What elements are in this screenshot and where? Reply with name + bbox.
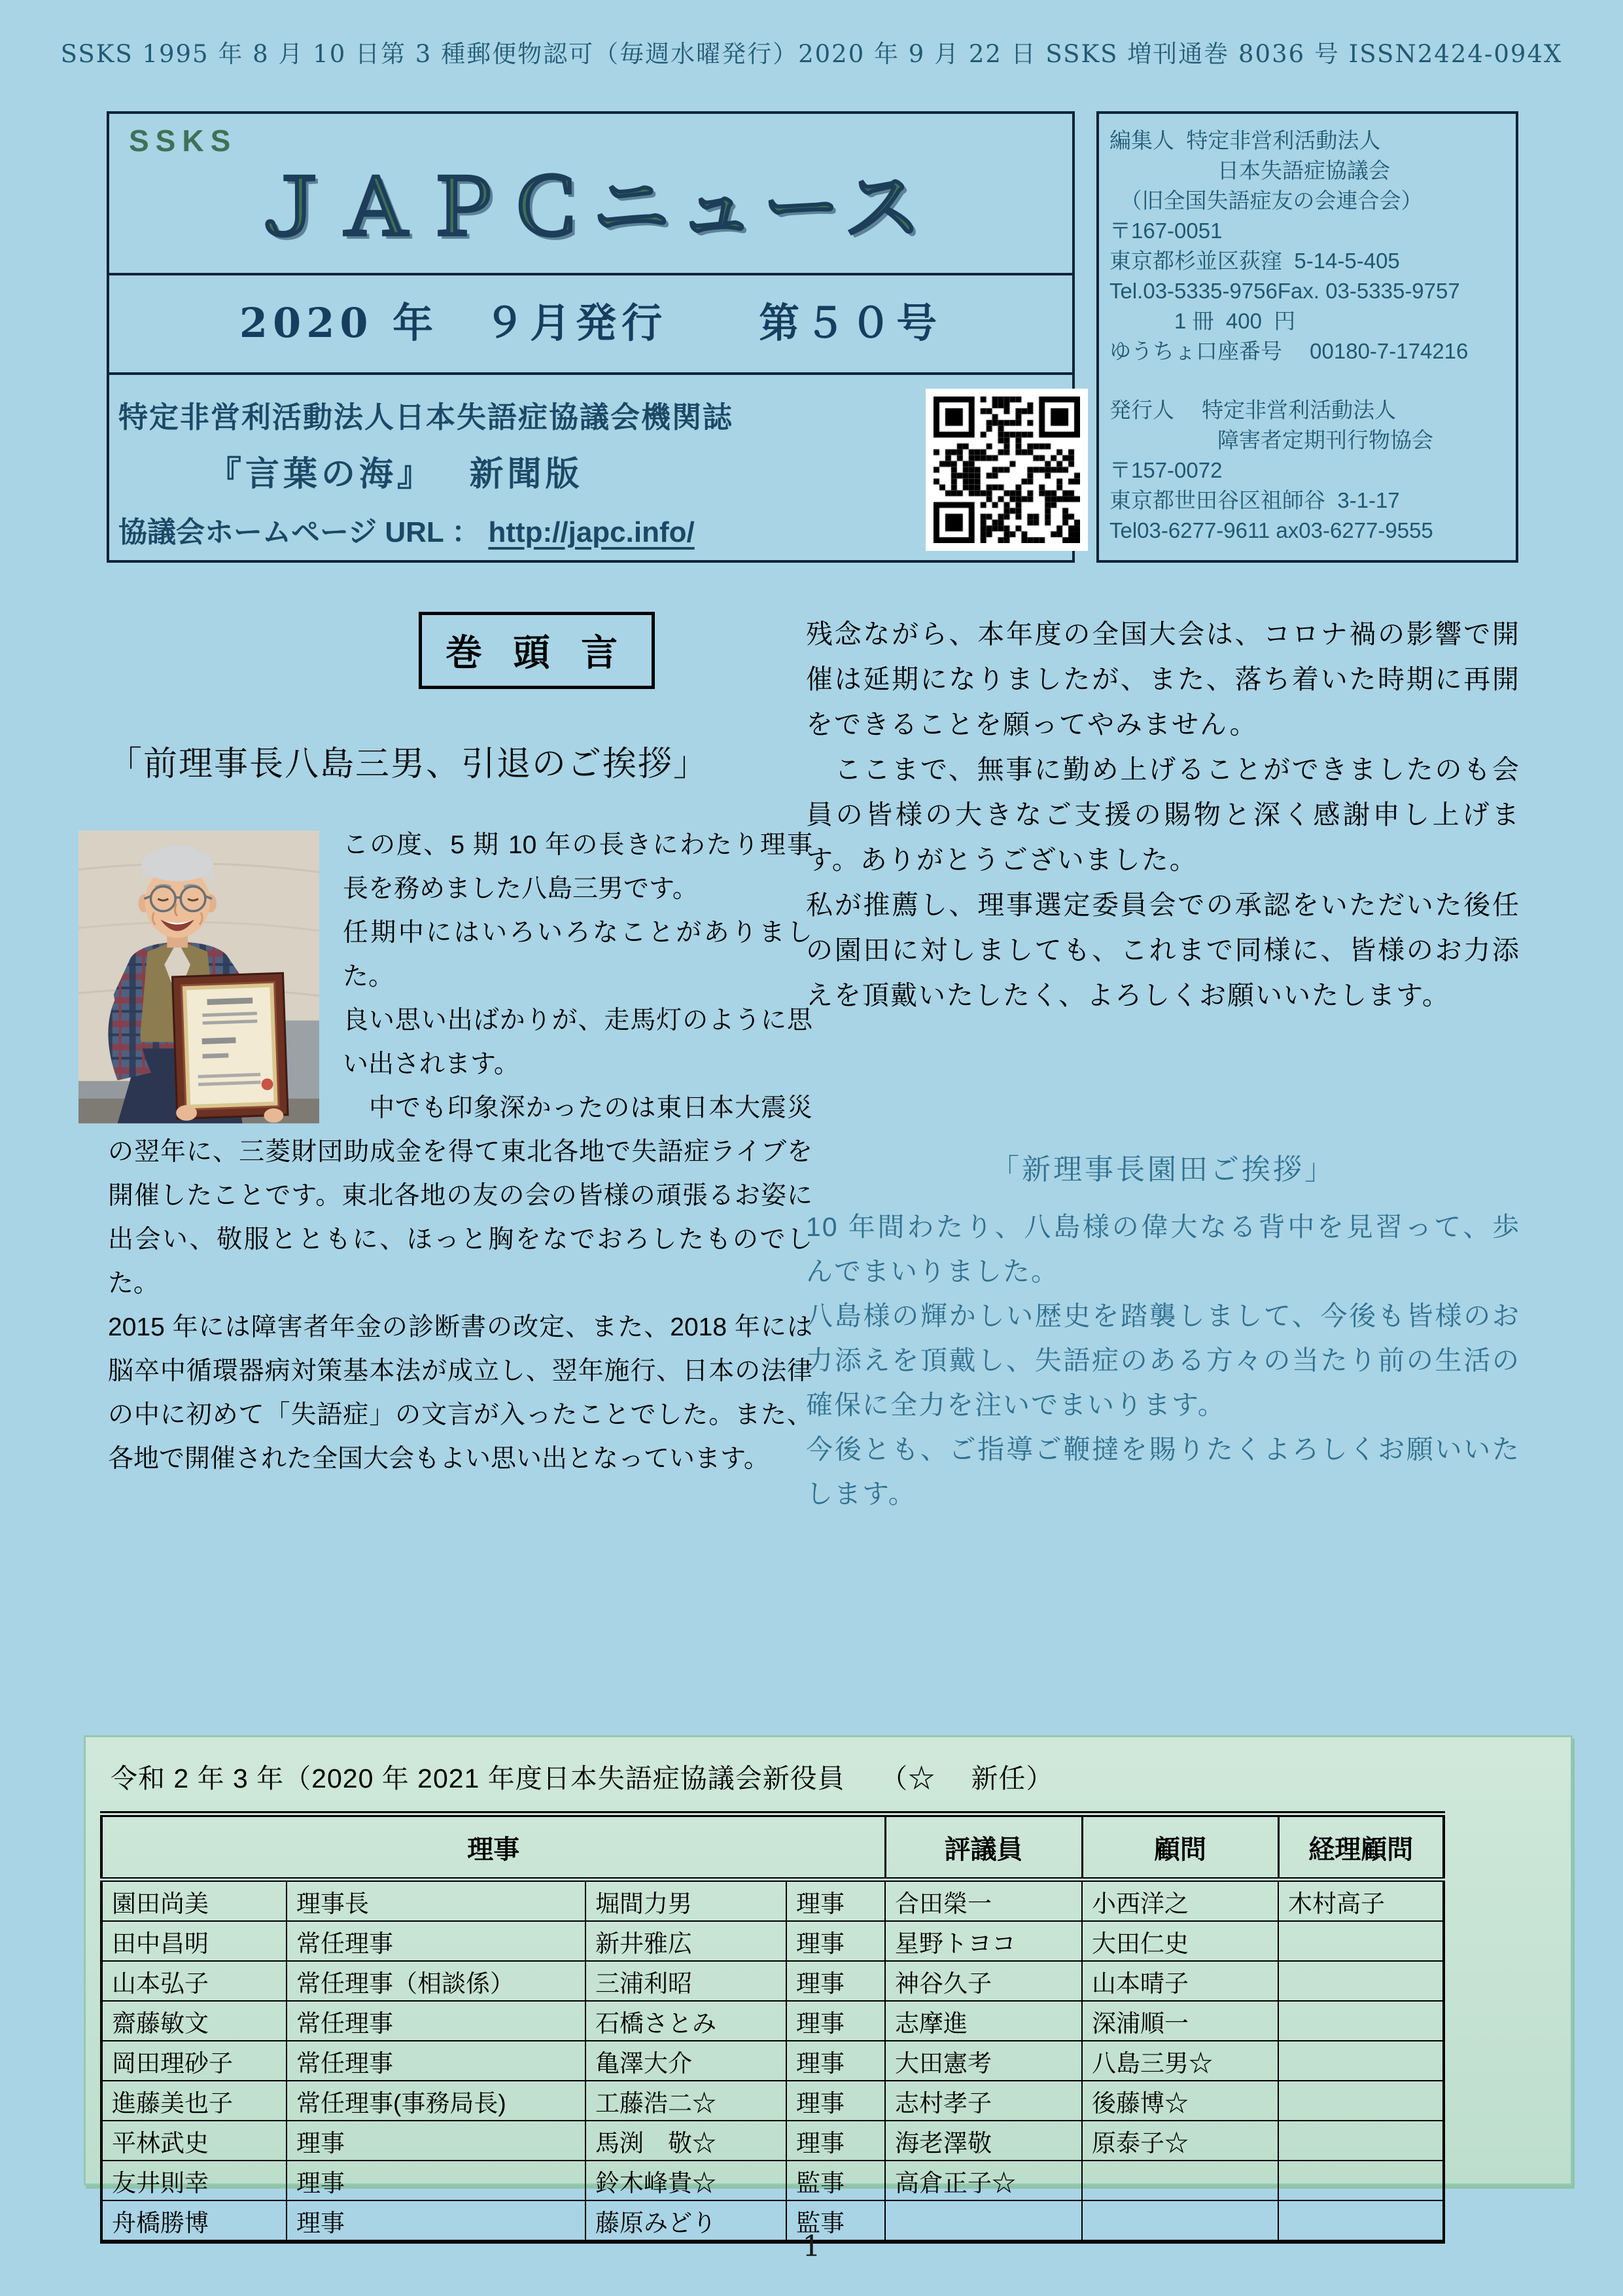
table-cell: 馬渕 敬☆ (585, 2121, 786, 2161)
brand-ssks: SSKS (129, 124, 237, 158)
table-cell: 理事 (786, 2041, 885, 2081)
table-row (101, 2041, 1444, 2081)
table-cell: 進藤美也子 (101, 2081, 287, 2121)
header-directors: 理事 (101, 1814, 885, 1880)
text-line: 八島様の輝かしい歴史を踏襲しまして、今後も皆様のお力添えを頂戴し、失語症のある方々の当たり前の生活の確保に全力を注いでまいります。 (806, 1301, 1520, 1420)
table-cell: 理事 (786, 1880, 885, 1922)
text-line: 中でも印象深かったのは東日本大震災の翌年に、三菱財団助成金を得て東北各地で失語症ライブを開催したことです。東北各地の友の会の皆様の頑張るお姿に出会い、敬服とともに、ほっと胸をなでおろしたものでした。 (108, 1094, 812, 1298)
table-cell (1278, 1961, 1444, 2001)
table-cell: 石橋さとみ (585, 2001, 786, 2041)
table-row (101, 1880, 1444, 1922)
table-cell: 亀澤大介 (585, 2041, 786, 2081)
table-cell: 理事 (786, 1961, 885, 2001)
board-table-caption: 令和 2 年 3 年（2020 年 2021 年度日本失語症協議会新役員 （☆ 新任） (111, 1763, 1054, 1793)
greeting-paragraphs (806, 1205, 1520, 1516)
right-column (806, 612, 1520, 1516)
text-line: 〒157-0072 (1109, 458, 1223, 482)
table-cell (1082, 2161, 1278, 2200)
text-line: 発行人 特定非営利活動法人 (1109, 398, 1397, 422)
text-line: 日本失語症協議会 (1109, 158, 1390, 183)
issue-line: 2020 年 ９月発行 第５０号 (109, 273, 1072, 372)
table-cell: 海老澤敬 (885, 2121, 1082, 2161)
text-line: ゆうちょ口座番号 00180-7-174216 (1109, 339, 1469, 363)
table-cell: 木村高子 (1278, 1880, 1444, 1922)
table-cell: 大田憲考 (885, 2041, 1082, 2081)
table-cell: 深浦順一 (1082, 2001, 1278, 2041)
table-header-row (101, 1814, 1444, 1880)
farewell-paragraphs (806, 612, 1520, 1018)
new-chairman-greeting (806, 1146, 1520, 1516)
header-advisors: 顧問 (1082, 1814, 1278, 1880)
text-line: 東京都世田谷区祖師谷 3-1-17 (1109, 488, 1400, 512)
text-line: Tel.03-5335-9756Fax. 03-5335-9757 (1109, 279, 1460, 303)
table-row (101, 2161, 1444, 2200)
table-row (101, 2001, 1444, 2041)
table-cell (1278, 2081, 1444, 2121)
text-line: 1 冊 400 円 (1109, 309, 1296, 333)
table-cell: 神谷久子 (885, 1961, 1082, 2001)
table-cell: 三浦利昭 (585, 1961, 786, 2001)
table-cell: 高倉正子☆ (885, 2161, 1082, 2200)
qr-code (934, 397, 1080, 543)
table-cell: 大田仁史 (1082, 1921, 1278, 1961)
table-cell: 志摩進 (885, 2001, 1082, 2041)
table-cell (1278, 2001, 1444, 2041)
page-number: 1 (802, 2230, 821, 2263)
table-cell: 山本晴子 (1082, 1961, 1278, 2001)
table-cell: 常任理事 (287, 2041, 585, 2081)
table-cell (1278, 2121, 1444, 2161)
table-cell: 友井則幸 (101, 2161, 287, 2200)
table-cell (1278, 1921, 1444, 1961)
table-cell (1278, 2041, 1444, 2081)
table-cell: 鈴木峰貴☆ (585, 2161, 786, 2200)
editor-info (1099, 114, 1516, 366)
table-row (101, 2121, 1444, 2161)
text-line: この度、5 期 10 年の長きにわたり理事長を務めました八島三男です。 (343, 831, 812, 903)
table-cell: 合田榮一 (885, 1880, 1082, 1922)
text-line: ここまで、無事に勤め上げることができましたのも会員の皆様の大きなご支援の賜物と深く感謝申し上げます。ありがとうございました。 (806, 754, 1520, 875)
table-cell: 理事 (287, 2200, 585, 2242)
board-panel (84, 1735, 1573, 2236)
table-cell: 理事 (287, 2161, 585, 2200)
table-cell: 山本弘子 (101, 1961, 287, 2001)
table-cell: 岡田理砂子 (101, 2041, 287, 2081)
text-line: （旧全国失語症友の会連合会） (1109, 188, 1423, 213)
table-cell: 藤原みどり (585, 2200, 786, 2242)
table-cell: 志村孝子 (885, 2081, 1082, 2121)
table-cell: 新井雅広 (585, 1921, 786, 1961)
table-row (101, 1961, 1444, 2001)
greeting-headline: 「新理事長園田ご挨拶」 (990, 1154, 1336, 1186)
table-cell: 齋藤敏文 (101, 2001, 287, 2041)
text-line: 東京都杉並区荻窪 5-14-5-405 (1109, 249, 1400, 273)
kantogen-box-wrap (419, 612, 812, 689)
kantogen-box: 巻 頭 言 (419, 612, 655, 689)
text-line: 私が推薦し、理事選定委員会での承認をいただいた後任の園田に対しましても、これまで同様に、皆様のお力添えを頂戴いたしたく、よろしくお願いいたします。 (806, 890, 1520, 1010)
table-cell: 理事 (786, 2081, 885, 2121)
table-cell: 監事 (786, 2161, 885, 2200)
text-line: 編集人 特定非営利活動法人 (1109, 128, 1381, 152)
postal-registration-line: SSKS 1995 年 8 月 10 日第 3 種郵便物認可（毎週水曜発行）2020 年 9 月 22 日 SSKS 増刊通巻 8036 号 ISSN2424-094X (60, 40, 1563, 68)
text-line: 〒167-0051 (1109, 219, 1223, 243)
text-line: 障害者定期刊行物協会 (1109, 428, 1433, 452)
text-line: 2015 年には障害者年金の診断書の改定、また、2018 年には脳卒中循環器病対策基本法が成立し、翌年施行、日本の法律の中に初めて「失語症」の文言が入ったことでした。また、各地で開催された全国大会もよい思い出となっています。 (108, 1313, 812, 1473)
table-cell: 園田尚美 (101, 1880, 287, 1922)
table-cell: 小西洋之 (1082, 1880, 1278, 1922)
table-cell: 舟橋勝博 (101, 2200, 287, 2242)
table-cell: 理事 (786, 2001, 885, 2041)
table-cell: 工藤浩二☆ (585, 2081, 786, 2121)
text-line: Tel03-6277-9611 ax03-6277-9555 (1109, 518, 1433, 542)
table-cell: 常任理事 (287, 2001, 585, 2041)
publisher-info (1099, 366, 1516, 546)
text-line: 今後とも、ご指導ご鞭撻を賜りたくよろしくお願いいたします。 (806, 1434, 1520, 1509)
table-cell: 後藤博☆ (1082, 2081, 1278, 2121)
organization-name: 特定非営利活動法人日本失語症協議会機関誌 (118, 400, 734, 434)
table-cell: 監事 (786, 2200, 885, 2242)
table-cell: 常任理事（相談係） (287, 1961, 585, 2001)
homepage-label: 協議会ホームページ URL ： (118, 516, 489, 548)
text-line: 残念ながら、本年度の全国大会は、コロナ禍の影響で開催は延期になりましたが、また、落ち着いた時期に再開をできることを願ってやみません。 (806, 619, 1520, 739)
table-cell: 理事長 (287, 1880, 585, 1922)
table-row (101, 1921, 1444, 1961)
masthead (107, 111, 1518, 563)
board-table (100, 1811, 1445, 2244)
qr-code-box (926, 389, 1088, 551)
table-cell: 堀間力男 (585, 1880, 786, 1922)
publication-name: 『言葉の海』 新聞版 (207, 455, 584, 493)
table-cell: 星野トヨコ (885, 1921, 1082, 1961)
table-cell: 理事 (786, 1921, 885, 1961)
table-cell: 常任理事(事務局長) (287, 2081, 585, 2121)
table-cell: 原泰子☆ (1082, 2121, 1278, 2161)
chairman-photo (79, 830, 319, 1124)
editorial-article (108, 823, 812, 1481)
newsletter-title: ＪＡＰＣニュース (252, 165, 930, 251)
header-accounting-advisor: 経理顧問 (1278, 1814, 1444, 1880)
text-line: 任期中にはいろいろなことがありました。 (343, 919, 812, 991)
table-cell: 理事 (287, 2121, 585, 2161)
table-cell: 田中昌明 (101, 1921, 287, 1961)
editorial-headline: 「前理事長八島三男、引退のご挨拶」 (108, 745, 709, 783)
table-cell: 八島三男☆ (1082, 2041, 1278, 2081)
text-line: 10 年間わたり、八島様の偉大なる背中を見習って、歩んでまいりました。 (806, 1212, 1520, 1286)
homepage-url-link[interactable]: http://japc.info/ (488, 516, 695, 548)
header-councilors: 評議員 (885, 1814, 1082, 1880)
table-row (101, 2081, 1444, 2121)
text-line: 良い思い出ばかりが、走馬灯のように思い出されます。 (343, 1006, 812, 1078)
table-cell: 平林武史 (101, 2121, 287, 2161)
table-cell: 常任理事 (287, 1921, 585, 1961)
body-paragraphs (108, 1086, 812, 1481)
editorial-column (79, 612, 812, 1481)
table-cell: 理事 (786, 2121, 885, 2161)
masthead-info-box (1096, 111, 1518, 563)
table-cell (1278, 2161, 1444, 2200)
